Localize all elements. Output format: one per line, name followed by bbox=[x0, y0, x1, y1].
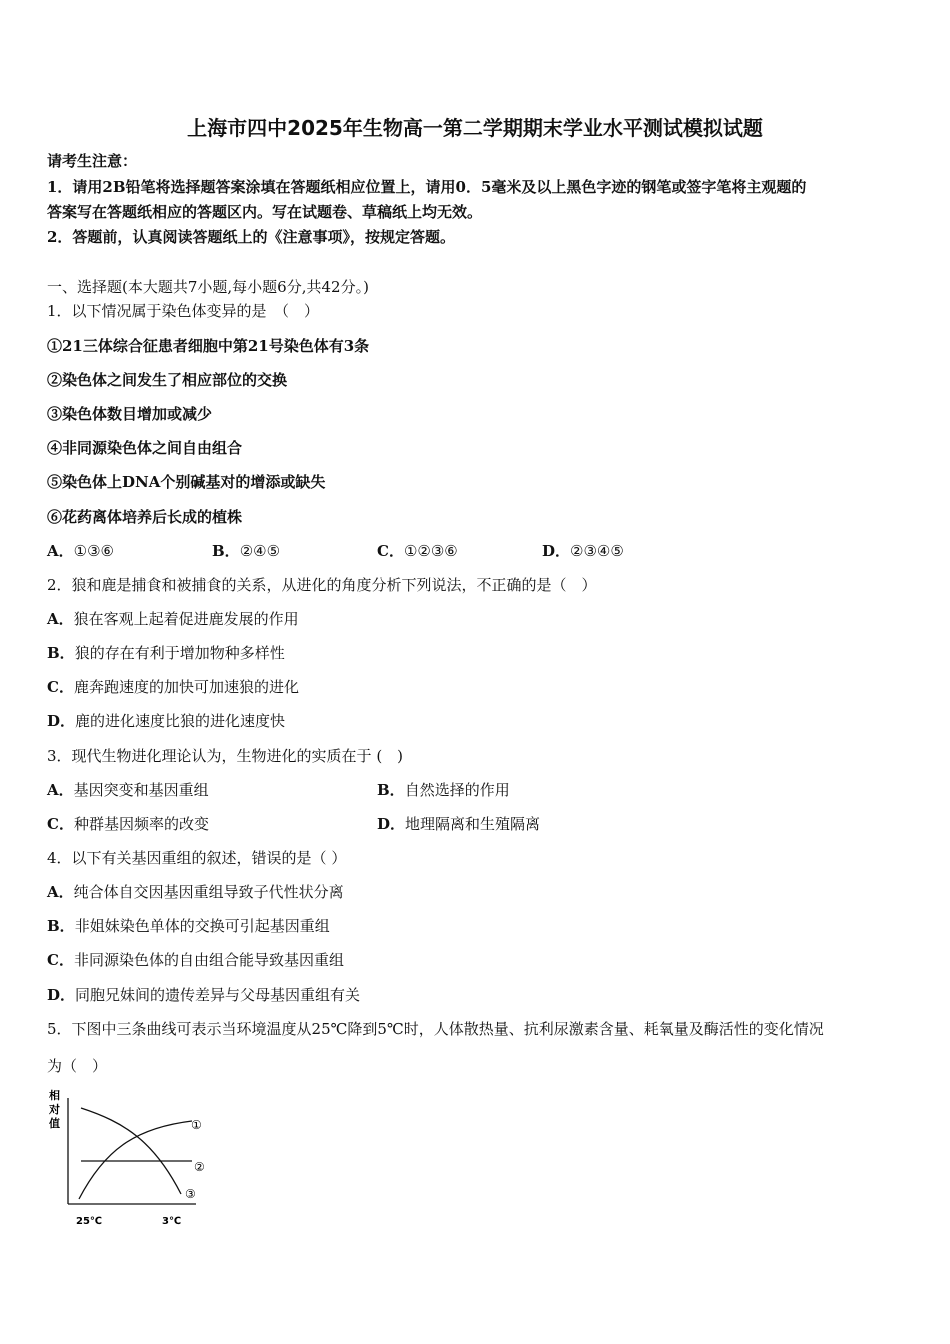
option-letter: D． bbox=[542, 542, 571, 560]
q2-stem: 2．狼和鹿是捕食和被捕食的关系，从进化的角度分析下列说法，不正确的是（ ） bbox=[47, 576, 597, 594]
option-letter: B． bbox=[212, 542, 240, 560]
q1-item-4: ④非同源染色体之间自由组合 bbox=[47, 439, 243, 457]
q1-option-a bbox=[47, 541, 114, 561]
curve-2-label: ② bbox=[194, 1160, 205, 1174]
section-heading: 一、选择题(本大题共7小题,每小题6分,共42分。) bbox=[47, 278, 369, 296]
q5-stem-line-1: 5．下图中三条曲线可表示当环境温度从25℃降到5℃时，人体散热量、抗利尿激素含量、耗氧量及酶活性的变化情况 bbox=[47, 1020, 824, 1038]
option-text: 非同源染色体的自由组合能导致基因重组 bbox=[73, 951, 344, 969]
notice-heading: 请考生注意： bbox=[47, 152, 138, 170]
option-letter: A． bbox=[47, 542, 74, 560]
option-text: 地理隔离和生殖隔离 bbox=[405, 815, 541, 833]
option-letter: B． bbox=[47, 644, 75, 662]
x-start-label: 25℃ bbox=[76, 1216, 103, 1227]
q1-stem: 1．以下情况属于染色体变异的是 （ ） bbox=[47, 302, 320, 320]
curve-3-label: ③ bbox=[185, 1187, 196, 1201]
q1-item-1: ①21三体综合征患者细胞中第21号染色体有3条 bbox=[47, 337, 370, 355]
option-text: 狼的存在有利于增加物种多样性 bbox=[74, 644, 285, 662]
x-end-label: 3℃ bbox=[162, 1216, 182, 1227]
q4-option-d bbox=[47, 985, 360, 1005]
y-axis-label-1: 相 bbox=[49, 1089, 60, 1102]
option-text: ①③⑥ bbox=[73, 542, 114, 560]
option-letter: A． bbox=[47, 610, 74, 628]
q2-option-c bbox=[47, 677, 299, 697]
option-letter: D． bbox=[47, 712, 76, 730]
option-letter: C． bbox=[47, 678, 74, 696]
option-letter: B． bbox=[47, 917, 75, 935]
q4-option-c bbox=[47, 950, 344, 970]
page-title: 上海市四中2025年生物高一第二学期期末学业水平测试模拟试题 bbox=[187, 116, 763, 140]
q1-option-b bbox=[212, 541, 280, 561]
q2-option-a bbox=[47, 609, 299, 629]
option-letter: A． bbox=[47, 883, 74, 901]
q1-option-c bbox=[377, 541, 458, 561]
option-text: 鹿奔跑速度的加快可加速狼的进化 bbox=[73, 678, 299, 696]
notice-item-2: 2．答题前，认真阅读答题纸上的《注意事项》，按规定答题。 bbox=[47, 228, 455, 246]
option-text: 鹿的进化速度比狼的进化速度快 bbox=[75, 712, 286, 730]
q3-option-d bbox=[377, 814, 540, 834]
option-text: ②④⑤ bbox=[239, 542, 281, 560]
y-axis-label-2: 对 bbox=[49, 1103, 60, 1116]
option-text: 纯合体自交因基因重组导致子代性状分离 bbox=[73, 883, 344, 901]
option-text: 种群基因频率的改变 bbox=[73, 815, 209, 833]
option-letter: D． bbox=[377, 815, 406, 833]
option-text: ②③④⑤ bbox=[570, 542, 624, 560]
option-text: ①②③⑥ bbox=[403, 542, 458, 560]
option-letter: C． bbox=[377, 542, 404, 560]
q4-option-a bbox=[47, 882, 344, 902]
option-text: 狼在客观上起着促进鹿发展的作用 bbox=[73, 610, 299, 628]
q3-option-c bbox=[47, 814, 209, 834]
y-axis-label-3: 值 bbox=[49, 1117, 60, 1130]
option-letter: A． bbox=[47, 781, 74, 799]
q1-item-6: ⑥花药离体培养后长成的植株 bbox=[47, 508, 243, 526]
q3-stem: 3．现代生物进化理论认为，生物进化的实质在于 ( ) bbox=[47, 747, 404, 765]
q1-option-d bbox=[542, 541, 624, 561]
curve-1-label: ① bbox=[191, 1118, 202, 1132]
option-letter: C． bbox=[47, 815, 74, 833]
notice-item-1-line-2: 答案写在答题纸相应的答题区内。写在试题卷、草稿纸上均无效。 bbox=[47, 203, 483, 221]
q1-item-3: ③染色体数目增加或减少 bbox=[47, 405, 213, 423]
q3-option-b bbox=[377, 780, 510, 800]
q4-stem: 4．以下有关基因重组的叙述，错误的是（ ） bbox=[47, 849, 347, 867]
q4-option-b bbox=[47, 916, 330, 936]
q2-option-d bbox=[47, 711, 285, 731]
option-text: 自然选择的作用 bbox=[404, 781, 510, 799]
notice-item-1-line-1: 1．请用2B铅笔将选择题答案涂填在答题纸相应位置上，请用0．5毫米及以上黑色字迹的钢笔或签字笔将主观题的 bbox=[47, 178, 807, 196]
q3-option-a bbox=[47, 780, 209, 800]
option-letter: D． bbox=[47, 986, 76, 1004]
q2-option-b bbox=[47, 643, 285, 663]
option-text: 非姐妹染色单体的交换可引起基因重组 bbox=[74, 917, 330, 935]
option-letter: C． bbox=[47, 951, 74, 969]
curve-1 bbox=[79, 1121, 192, 1199]
q5-stem-line-2: 为（ ） bbox=[47, 1057, 108, 1075]
q1-item-2: ②染色体之间发生了相应部位的交换 bbox=[47, 371, 288, 389]
option-text: 基因突变和基因重组 bbox=[73, 781, 209, 799]
q1-item-5: ⑤染色体上DNA个别碱基对的增添或缺失 bbox=[47, 473, 326, 491]
curve-3 bbox=[81, 1108, 181, 1194]
temperature-curve-figure bbox=[44, 1086, 219, 1234]
option-letter: B． bbox=[377, 781, 405, 799]
option-text: 同胞兄妹间的遗传差异与父母基因重组有关 bbox=[75, 986, 361, 1004]
